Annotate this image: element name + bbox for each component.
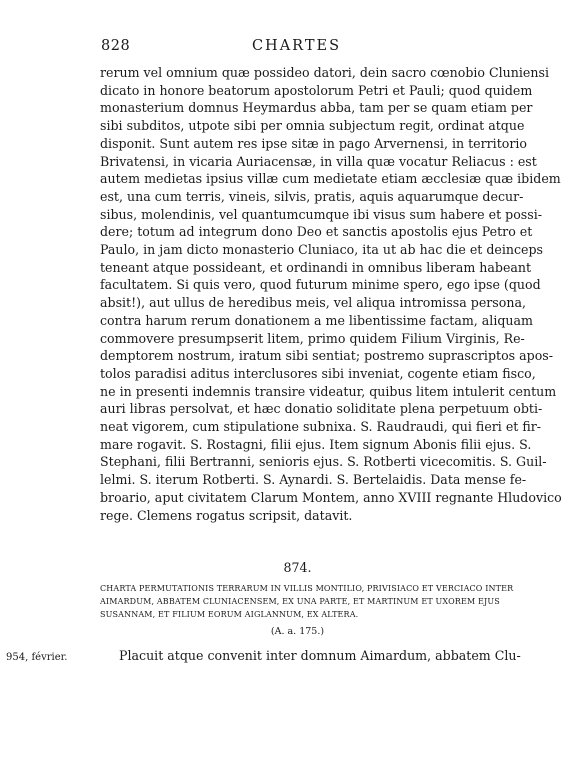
body-line: disponit. Sunt autem res ipse sitæ in pago Arvernensi, in territorio (100, 135, 527, 151)
body-line: autem medietas ipsius villæ cum medietate etiam æcclesiæ quæ ibidem (100, 171, 561, 187)
body-line: sibi subditos, utpote sibi per omnia subjectum regit, ordinat atque (100, 118, 525, 134)
body-line: contra harum rerum donationem a me libentissime factam, aliquam (100, 312, 533, 328)
body-line: auri libras persolvat, et hæc donatio soliditate plena perpetuum obti- (100, 401, 543, 417)
body-line: est, una cum terris, vineis, silvis, pratis, aquis aquarumque decur- (100, 188, 524, 204)
charter-number: 874. (283, 560, 312, 575)
body-line: facultatem. Si quis vero, quod futurum minime spero, ego ipse (quod (100, 277, 541, 293)
rubric-line: AIMARDUM, ABBATEM CLUNIACENSEM, EX UNA PARTE, ET MARTINUM ET UXOREM EJUS (100, 597, 500, 606)
charter-rubric (100, 582, 514, 621)
body-line: rerum vel omnium quæ possideo datori, dein sacro cœnobio Cluniensi (100, 65, 549, 80)
running-head: CHARTES (251, 38, 342, 54)
body-line: rege. Clemens rogatus scripsit, datavit. (100, 507, 353, 523)
body-line: demptorem nostrum, iratum sibi sentiat; postremo suprascriptos apos- (100, 348, 553, 364)
body-line: teneant atque possideant, et ordinandi in omnibus liberam habeant (100, 259, 532, 275)
body-line: ne in presenti indemnis transire videatur, quibus litem intulerit centum (100, 383, 557, 399)
body-text (100, 64, 562, 524)
body-line: absit!), aut ullus de heredibus meis, vel aliqua intromissa persona, (100, 295, 526, 311)
body-line: commovere presumpserit litem, primo quidem Filium Virginis, Re- (100, 330, 525, 346)
rubric-line: SUSANNAM, ET FILIUM EORUM AIGLANNUM, EX ALTERA. (100, 610, 359, 619)
body-line: monasterium domnus Heymardus abba, tam per se quam etiam per (100, 100, 533, 116)
rubric-line: CHARTA PERMUTATIONIS TERRARUM IN VILLIS MONTILIO, PRIVISIACO ET VERCIACO INTER (100, 584, 514, 593)
body-line: Brivatensi, in vicaria Auriacensæ, in villa quæ vocatur Reliacus : est (100, 153, 537, 169)
charter-first-line: Placuit atque convenit inter domnum Aimardum, abbatem Clu- (119, 648, 521, 663)
body-line: neat vigorem, cum stipulatione subnixa. S. Raudraudi, qui fieri et fir- (100, 419, 542, 435)
body-line: Paulo, in jam dicto monasterio Cluniaco, ita ut ab hac die et deinceps (100, 242, 544, 258)
body-line: mare rogavit. S. Rostagni, filii ejus. Item signum Abonis filii ejus. S. (100, 436, 532, 452)
margin-date: 954, février. (6, 652, 68, 663)
body-line: sibus, molendinis, vel quantumcumque ibi visus sum habere et possi- (100, 206, 542, 222)
body-line: lelmi. S. iterum Rotberti. S. Aynardi. S. Bertelaidis. Data mense fe- (100, 472, 527, 488)
body-line: dere; totum ad integrum dono Deo et sanctis apostolis ejus Petro et (100, 224, 533, 240)
date-reference: (A. a. 175.) (270, 626, 325, 637)
body-line: tolos paradisi aditus interclusores sibi inveniat, cogente etiam fisco, (100, 365, 536, 381)
body-line: broario, aput civitatem Clarum Montem, anno XVIII regnante Hludovico (100, 489, 562, 505)
page-number: 828 (101, 38, 131, 54)
body-line: dicato in honore beatorum apostolorum Petri et Pauli; quod quidem (100, 82, 533, 98)
body-line: Stephani, filii Bertranni, senioris ejus. S. Rotberti vicecomitis. S. Guil- (100, 454, 547, 470)
